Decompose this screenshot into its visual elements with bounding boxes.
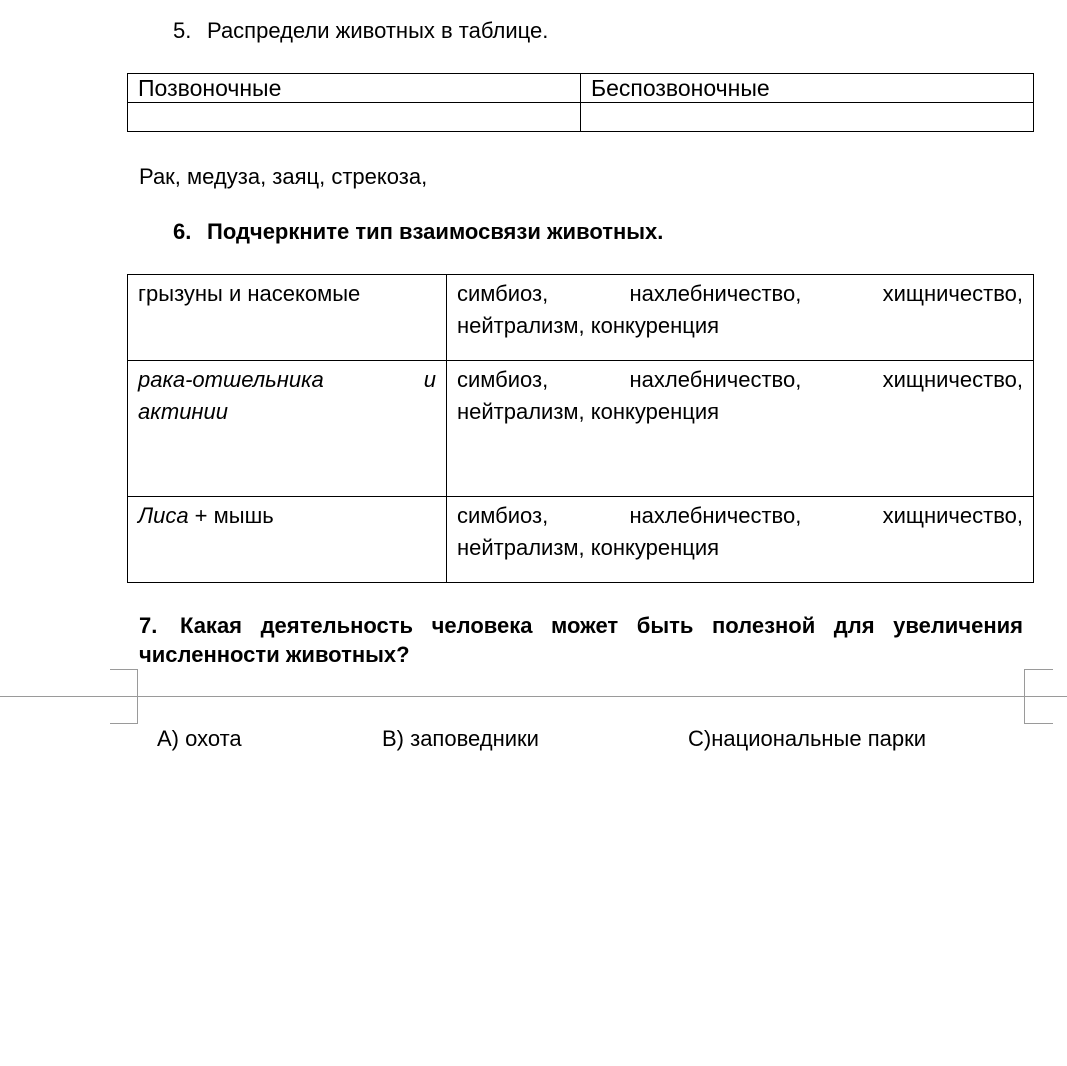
- task5-title: Распредели животных в таблице.: [207, 18, 549, 43]
- option-commensalism[interactable]: нахлебничество,: [629, 503, 802, 528]
- vertebrates-answer-cell[interactable]: [128, 103, 581, 132]
- options-line: [457, 278, 1023, 310]
- animal-pair-cell: [128, 497, 447, 583]
- table-row: [128, 497, 1034, 583]
- answer-option-c[interactable]: С)национальные парки: [688, 726, 927, 751]
- animal-pair-conjunction: и: [423, 367, 436, 392]
- options-line-2[interactable]: нейтрализм, конкуренция: [457, 313, 720, 338]
- option-commensalism[interactable]: нахлебничество,: [629, 367, 802, 392]
- task6-title: Подчеркните тип взаимосвязи животных.: [207, 219, 664, 244]
- animal-pair-text: грызуны и насекомые: [138, 281, 361, 306]
- animal-pair-italic: Лиса: [138, 503, 189, 528]
- option-predation[interactable]: хищничество,: [882, 503, 1023, 528]
- option-symbiosis[interactable]: симбиоз,: [457, 281, 549, 306]
- answer-option-a[interactable]: А) охота: [157, 726, 242, 751]
- options-line: [457, 500, 1023, 532]
- task5-number: 5.: [173, 18, 192, 43]
- crop-mark-left: [110, 669, 138, 724]
- animal-pair-text-2: актинии: [138, 399, 229, 424]
- relationship-options-cell: [447, 361, 1034, 497]
- animal-pair-line: [138, 364, 436, 396]
- answer-option-b[interactable]: В) заповедники: [382, 726, 539, 751]
- page-break-line: [0, 696, 1067, 697]
- animal-pair-cell: [128, 361, 447, 497]
- option-predation[interactable]: хищничество,: [882, 367, 1023, 392]
- task7-number: 7.: [139, 613, 158, 638]
- task7-text: Какая деятельность человека может быть полезной для увеличения численности животных?: [139, 613, 1023, 667]
- task6-heading: [173, 217, 663, 247]
- table-row: [128, 275, 1034, 361]
- classification-table: [127, 73, 1034, 132]
- options-line: [457, 364, 1023, 396]
- animal-pair-cell: [128, 275, 447, 361]
- task6-number: 6.: [173, 219, 192, 244]
- option-predation[interactable]: хищничество,: [882, 281, 1023, 306]
- relationship-options-cell: [447, 275, 1034, 361]
- task7-question: [139, 611, 1023, 669]
- options-line-2[interactable]: нейтрализм, конкуренция: [457, 399, 720, 424]
- task5-word-list: Рак, медуза, заяц, стрекоза,: [139, 164, 428, 189]
- animal-pair-plain: + мышь: [188, 503, 274, 528]
- options-line-2[interactable]: нейтрализм, конкуренция: [457, 535, 720, 560]
- table-row: [128, 361, 1034, 497]
- option-symbiosis[interactable]: симбиоз,: [457, 367, 549, 392]
- option-symbiosis[interactable]: симбиоз,: [457, 503, 549, 528]
- header-invertebrates: Беспозвоночные: [581, 74, 1034, 103]
- relationship-table: [127, 274, 1034, 583]
- crop-mark-right: [1024, 669, 1053, 724]
- animal-pair-text: рака-отшельника: [138, 367, 324, 392]
- invertebrates-answer-cell[interactable]: [581, 103, 1034, 132]
- task5-heading: [173, 16, 548, 46]
- relationship-options-cell: [447, 497, 1034, 583]
- option-commensalism[interactable]: нахлебничество,: [629, 281, 802, 306]
- header-vertebrates: Позвоночные: [128, 74, 581, 103]
